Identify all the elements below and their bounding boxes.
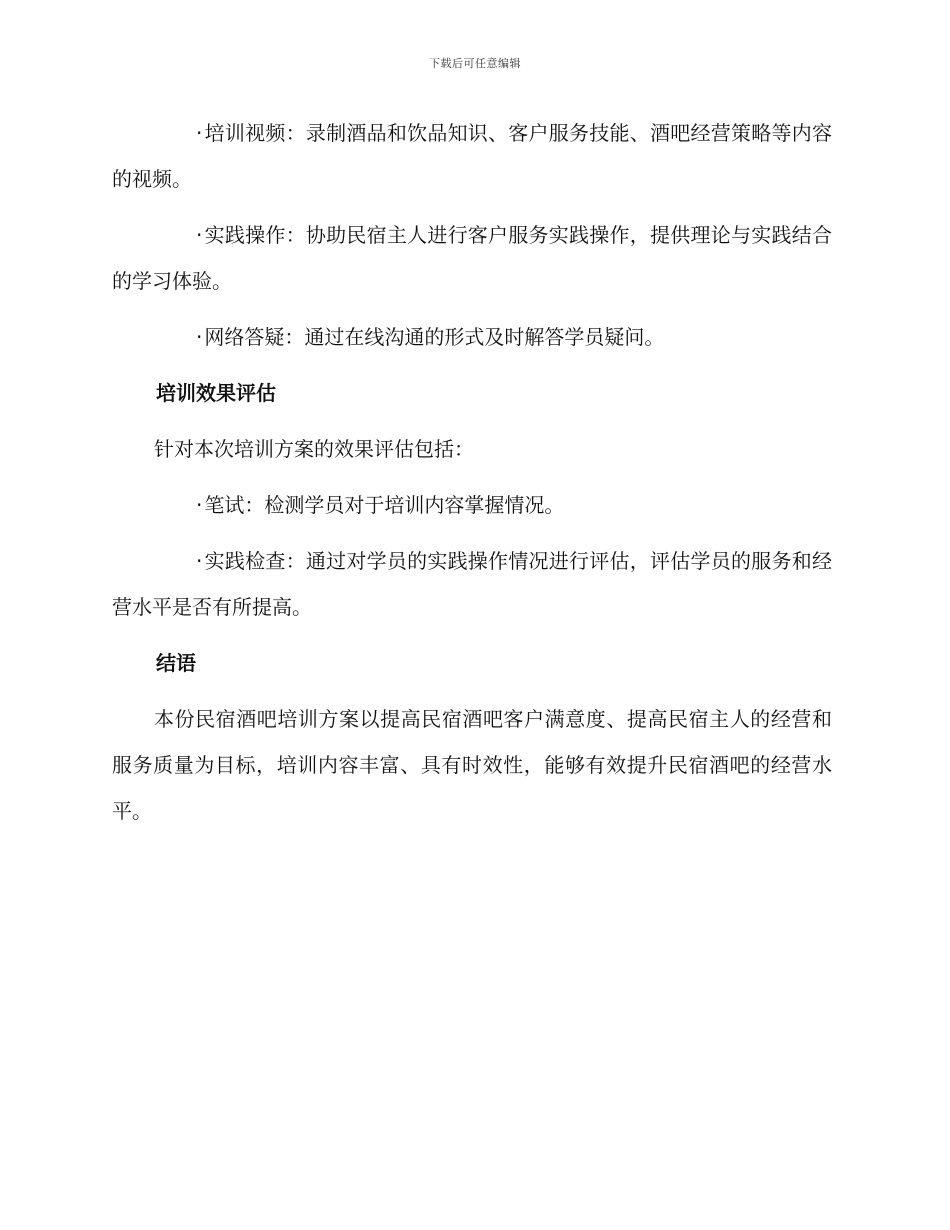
document-body [112, 110, 832, 844]
evaluation-intro: 针对本次培训方案的效果评估包括： [154, 437, 474, 461]
bullet-online-qa [112, 314, 832, 360]
bullet-dot: · [196, 549, 203, 573]
bullet-written-test-text: 笔试：检测学员对于培训内容掌握情况。 [204, 493, 565, 517]
bullet-dot: · [196, 325, 203, 349]
bullet-dot: · [196, 121, 203, 145]
bullet-training-video-text: 培训视频：录制酒品和饮品知识、客户服务技能、酒吧经营策略等内容的视频。 [112, 121, 832, 191]
page-header: 下载后可任意编辑 [429, 57, 521, 70]
section-heading-conclusion: 结语 [156, 651, 196, 675]
bullet-practice [112, 212, 832, 304]
bullet-training-video [112, 110, 832, 202]
conclusion-paragraph: 本份民宿酒吧培训方案以提高民宿酒吧客户满意度、提高民宿主人的经营和服务质量为目标，培训内容丰富、具有时效性，能够有效提升民宿酒吧的经营水平。 [112, 707, 832, 823]
bullet-written-test [112, 482, 832, 528]
section-heading-evaluation: 培训效果评估 [156, 381, 276, 405]
bullet-dot: · [196, 223, 203, 247]
bullet-dot: · [196, 493, 203, 517]
bullet-practice-check [112, 538, 832, 630]
bullet-practice-text: 实践操作：协助民宿主人进行客户服务实践操作，提供理论与实践结合的学习体验。 [112, 223, 832, 293]
bullet-practice-check-text: 实践检查：通过对学员的实践操作情况进行评估，评估学员的服务和经营水平是否有所提高。 [112, 549, 832, 619]
bullet-online-qa-text: 网络答疑：通过在线沟通的形式及时解答学员疑问。 [204, 325, 665, 349]
